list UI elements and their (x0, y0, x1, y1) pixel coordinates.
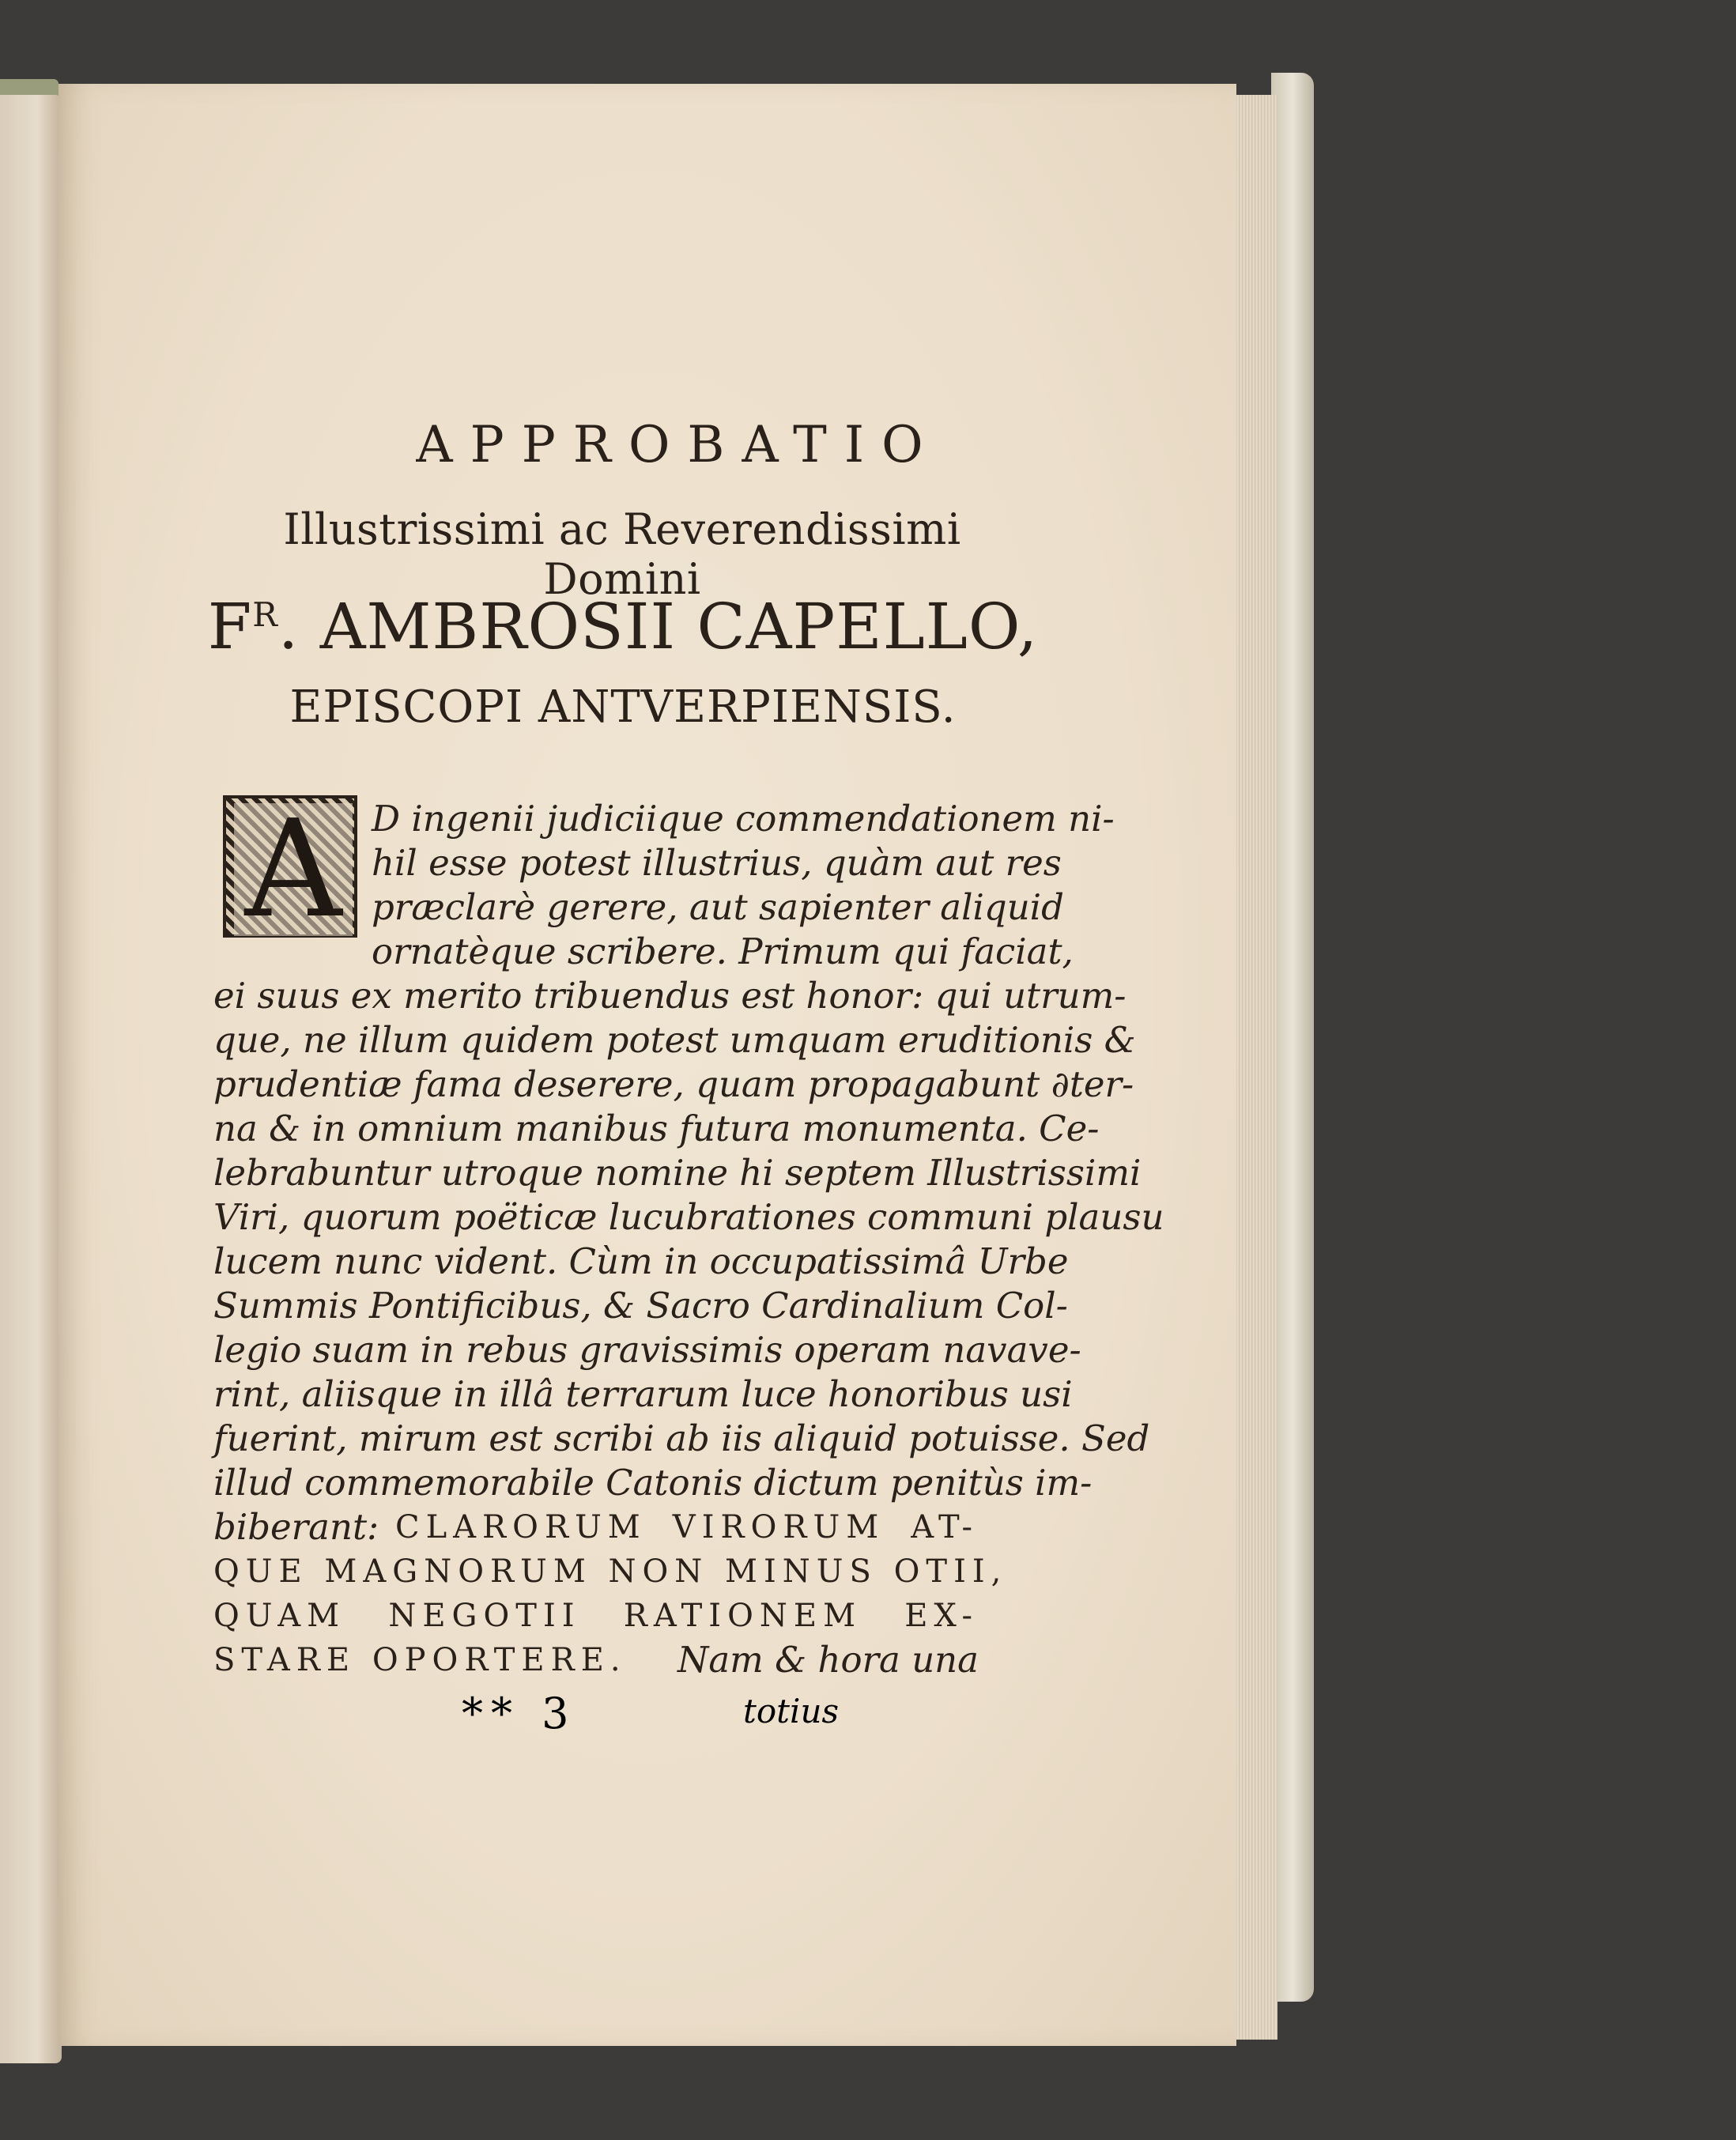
body-line: fuerint, mirum est scribi ab iis aliquid potuisse. Sed (213, 1417, 1150, 1459)
heading-line-1: Illustrissimi ac Reverendissimi Domini (283, 504, 961, 604)
page-block (1233, 95, 1277, 2040)
catchword: totius (743, 1692, 840, 1730)
body-line: D ingenii judiciique commendationem ni- (372, 798, 1115, 840)
right-page (58, 84, 1236, 2046)
page-title: APPROBATIO (416, 416, 941, 474)
signature-mark: ** 3 (462, 1689, 577, 1738)
final-line (213, 1636, 979, 1684)
body-line: prudentiæ fama deserere, quam propagabunt ∂ter- (213, 1063, 1134, 1105)
body-line: na & in omnium manibus futura monumenta. Ce- (213, 1108, 1100, 1149)
cover-edge (1271, 73, 1314, 2002)
caps-line: CLARORUM VIRORUM AT- (395, 1509, 979, 1546)
body-line: præclarè gerere, aut sapienter aliquid (372, 886, 1064, 928)
heading-line-2-sup: R (252, 595, 278, 634)
heading-line-2-prefix: F (207, 590, 253, 663)
body-line: Viri, quorum poëticæ lucubrationes communi plausu (213, 1196, 1164, 1238)
body-line: legio suam in rebus gravissimis operam navave- (213, 1329, 1081, 1371)
drop-cap-letter: A (234, 803, 353, 936)
heading-line-3: EPISCOPI ANTVERPIENSIS. (289, 681, 957, 733)
heading-line-2-rest: . AMBROSII CAPELLO, (277, 590, 1039, 663)
caps-line: QUE MAGNORUM NON MINUS OTII, (213, 1553, 1008, 1590)
decorated-initial (223, 791, 357, 948)
body-line: rint, aliisque in illâ terrarum luce honoribus usi (213, 1373, 1073, 1415)
left-page (0, 95, 62, 2063)
caps-line: QUAM NEGOTII RATIONEM EX- (213, 1598, 979, 1634)
body-line: illud commemorabile Catonis dictum penitùs im- (213, 1462, 1093, 1504)
body-line: lebrabuntur utroque nomine hi septem Illustrissimi (213, 1152, 1142, 1194)
body-line: hil esse potest illustrius, quàm aut res (372, 842, 1062, 884)
body-line: biberant: (213, 1506, 379, 1548)
body-line: ornatèque scribere. Primum qui faciat, (372, 930, 1074, 972)
heading-line-2 (204, 590, 1042, 663)
body-line: que, ne illum quidem potest umquam eruditionis & (213, 1019, 1136, 1061)
body-line: Summis Pontificibus, & Sacro Cardinalium Col- (213, 1285, 1068, 1327)
body-line: ei suus ex merito tribuendus est honor: qui utrum- (213, 975, 1127, 1017)
body-line: lucem nunc vident. Cùm in occupatissimâ Urbe (213, 1240, 1069, 1282)
final-line-caps: STARE OPORTERE. (213, 1642, 627, 1678)
final-line-italic: Nam & hora una (677, 1639, 979, 1681)
